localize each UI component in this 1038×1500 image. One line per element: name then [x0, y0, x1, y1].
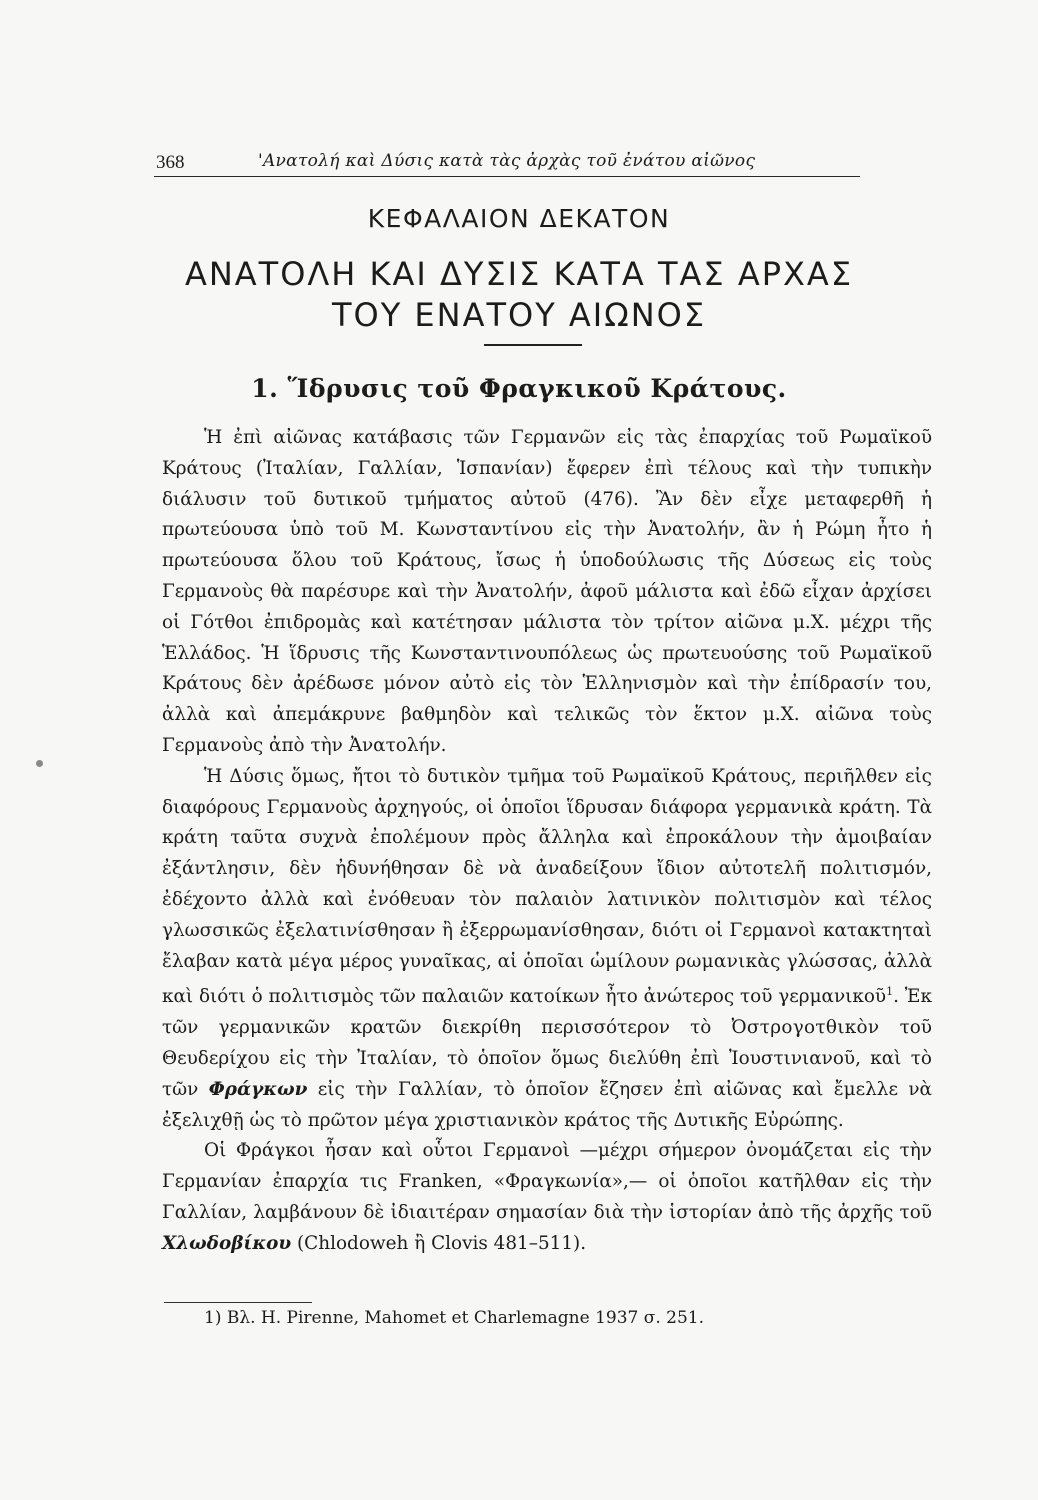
footnote: 1) Βλ. H. Pirenne, Mahomet et Charlemagne 1937 σ. 251. [204, 1308, 705, 1328]
paragraph-3-part-a: Οἱ Φράγκοι ἦσαν καὶ οὗτοι Γερμανοὶ —μέχρι σήμερον ὀνομάζεται εἰς τὴν Γερμανίαν ἐπαρχία τις Franken, «Φραγκωνία»,— οἱ ὁποῖοι κατῆλθαν εἰς τὴν Γαλλίαν, λαμβάνουν δὲ ἰδιαιτέραν σημασίαν διὰ τὴν ἱστορίαν ἀπὸ τῆς ἀρχῆς τοῦ [162, 1140, 932, 1223]
spaced-emphasis-ostrogothic: Ὀστρογοτθικὸν [731, 1017, 880, 1039]
scan-speck [36, 760, 43, 767]
running-head-title: 'Ανατολή καὶ Δύσις κατὰ τὰς ἀρχὰς τοῦ ἐνάτου αἰῶνος [258, 151, 756, 171]
emphasis-franks: Φράγκων [208, 1078, 308, 1100]
paragraph-3 [162, 1136, 932, 1259]
chapter-title [0, 254, 1038, 336]
chapter-label: ΚΕΦΑΛΑΙΟΝ ΔΕΚΑΤΟΝ [367, 204, 671, 233]
emphasis-clovis: Χλωδοβίκου [162, 1232, 292, 1254]
footnote-marker: 1 [886, 985, 894, 999]
paragraph-2-part-a: Ἡ Δύσις ὅμως, ἤτοι τὸ δυτικὸν τμῆμα τοῦ Ρωμαϊκοῦ Κράτους, περιῆλθεν εἰς διαφόρους Γερμανοὺς ἀρχηγούς, οἱ ὁποῖοι ἵδρυσαν διάφορα γερμανικὰ κράτη. Τὰ κράτη ταῦτα συχνὰ ἐπολέμουν πρὸς ἄλληλα καὶ ἐπροκάλουν τὴν ἀμοιβαίαν ἐξάντλησιν, δὲν ἠδυνήθησαν δὲ νὰ ἀναδείξουν ἴδιον αὐτοτελῆ πολιτισμόν, ἐδέχοντο ἀλλὰ καὶ ἐνόθευαν τὸν παλαιὸν λατινικὸν πολιτισμὸν καὶ τέλος γλωσσικῶς ἐξελατινίσθησαν ἢ ἐξερρωμανίσθησαν, διότι οἱ Γερμανοὶ κατακτηταὶ ἔλαβαν κατὰ μέγα μέρος γυναῖκας, αἱ ὁποῖαι ὡμίλουν [162, 765, 932, 972]
running-head [154, 150, 860, 177]
spaced-emphasis-romanic: ρωμανικὰς [675, 950, 781, 972]
body-text [162, 423, 932, 1260]
paragraph-2-part-e: εἰς τὴν Γαλλίαν, τὸ ὁποῖον ἔζησεν ἐπὶ αἰῶνας καὶ ἔμελλε νὰ ἐξελιχθῇ ὡς τὸ πρῶτον μέγα χριστιανικὸν κράτος τῆς Δυτικῆς Εὐρώπης. [162, 1078, 932, 1131]
paragraph-2-part-b: γλώσσας, ἀλλὰ καὶ διότι ὁ πολιτισμὸς τῶν παλαιῶν κατοίκων ἦτο ἀνώτερος τοῦ γερμανικοῦ [162, 950, 932, 1008]
section-heading: 1. Ἵδρυσις τοῦ Φραγκικοῦ Κράτους. [251, 374, 787, 403]
footnote-divider [164, 1302, 312, 1303]
paragraph-2-part-d: τοῦ Θευδερίχου εἰς τὴν Ἰταλίαν, τὸ ὁποῖον ὅμως διελύθη ἐπὶ Ἰουστινιανοῦ, καὶ τὸ τῶν [162, 1017, 932, 1100]
title-divider [484, 344, 582, 346]
page-number: 368 [156, 152, 185, 173]
chapter-title-line-2: ΤΟΥ ΕΝΑΤΟΥ ΑΙΩΝΟΣ [331, 296, 707, 334]
paragraph-2-part-c: . Ἐκ τῶν γερμανικῶν κρατῶν διεκρίθη περισσότερον τὸ [162, 986, 932, 1039]
chapter-title-line-1: ΑΝΑΤΟΛΗ ΚΑΙ ΔΥΣΙΣ ΚΑΤΑ ΤΑΣ ΑΡΧΑΣ [184, 255, 854, 293]
paragraph-1: Ἡ ἐπὶ αἰῶνας κατάβασις τῶν Γερμανῶν εἰς τὰς ἐπαρχίας τοῦ Ρωμαϊκοῦ Κράτους (Ἰταλίαν, Γαλλίαν, Ἱσπανίαν) ἔφερεν ἐπὶ τέλους καὶ τὴν τυπικὴν διάλυσιν τοῦ δυτικοῦ τμήματος αὐτοῦ (476). Ἂν δὲν εἶχε μεταφερθῆ ἡ πρωτεύουσα ὑπὸ τοῦ Μ. Κωνσταντίνου εἰς τὴν Ἀνατολήν, ἂν ἡ Ρώμη ἦτο ἡ πρωτεύουσα ὅλου τοῦ Κράτους, ἴσως ἡ ὑποδούλωσις τῆς Δύσεως εἰς τοὺς Γερμανοὺς θὰ παρέσυρε καὶ τὴν Ἀνατολήν, ἀφοῦ μάλιστα καὶ ἐδῶ εἶχαν ἀρχίσει οἱ Γότθοι ἐπιδρομὰς καὶ κατέτησαν μάλιστα τὸν τρίτον αἰῶνα μ.Χ. μέχρι τῆς Ἑλλάδος. Ἡ ἵδρυσις τῆς Κωνσταντινουπόλεως ὡς πρωτευούσης τοῦ Ρωμαϊκοῦ Κράτους δὲν ἀρέδωσε μόνον αὐτὸ εἰς τὸν Ἑλληνισμὸν καὶ τὴν ἐπίδρασίν του, ἀλλὰ καὶ ἀπεμάκρυνε βαθμηδὸν καὶ τελικῶς τὸν ἕκτον μ.Χ. αἰῶνα τοὺς Γερμανοὺς ἀπὸ τὴν Ἀνατολήν. [162, 427, 932, 756]
paragraph-3-part-b: (Chlodoweh ἢ Clovis 481–511). [297, 1232, 587, 1254]
paragraph-2 [162, 762, 932, 1137]
